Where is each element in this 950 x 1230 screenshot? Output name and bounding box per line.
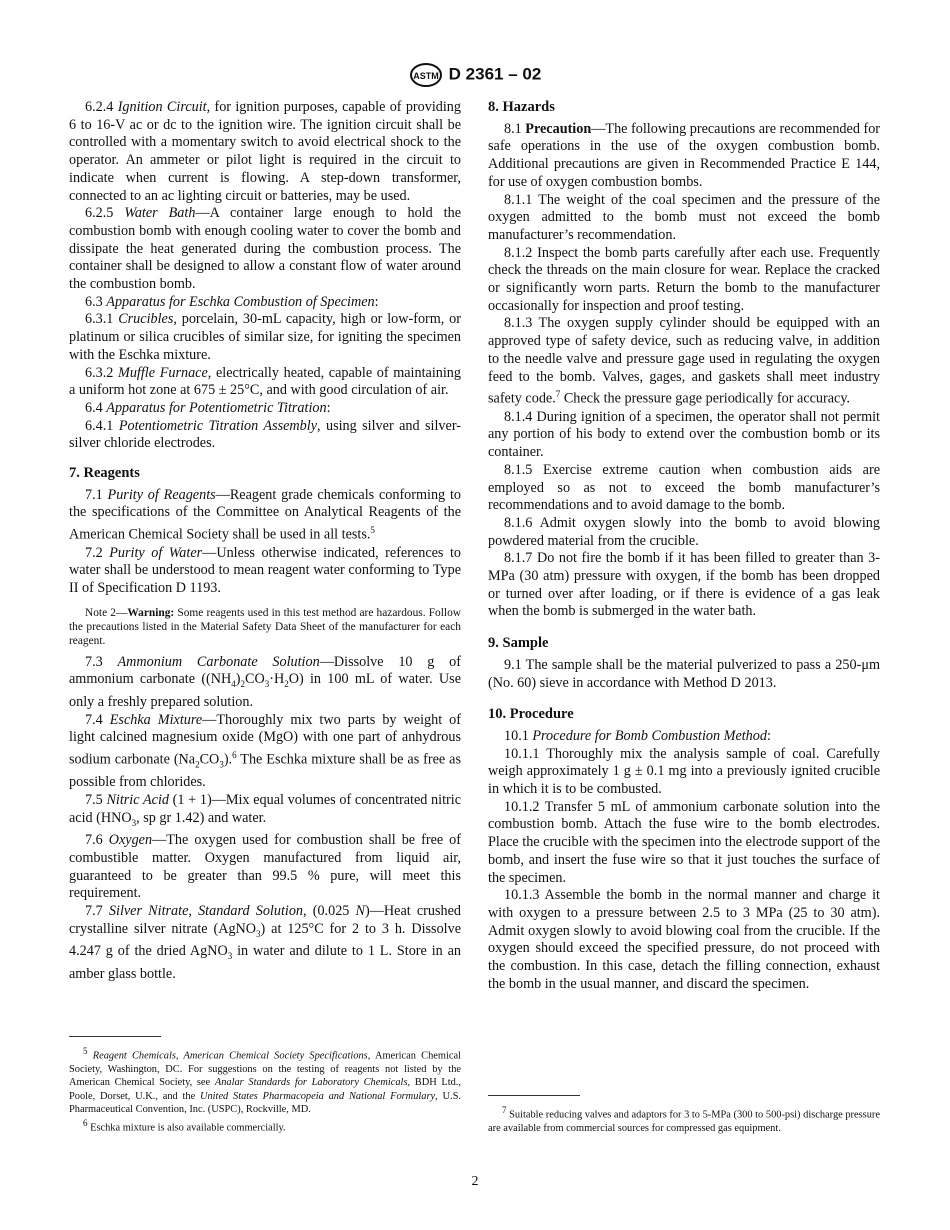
page-number: 2 bbox=[471, 1174, 479, 1189]
paragraph-9-1: 9.1 The sample shall be the material pulverized to pass a 250-μm (No. 60) sieve in accordance with Method D 2013. bbox=[488, 656, 880, 691]
paragraph-7-6: 7.6 Oxygen—The oxygen used for combustion shall be free of combustible matter. Oxygen manufactured from liquid air, guaranteed to be greater than 99.5 % pure, will meet this requirement. bbox=[69, 832, 461, 902]
paragraph-10-1-1: 10.1.1 Thoroughly mix the analysis sample of coal. Carefully weigh approximately 1 g ± 0.1 mg into a previously ignited crucible in which it is to be combusted. bbox=[488, 745, 880, 798]
paragraph-7-4: 7.4 Eschka Mixture—Thoroughly mix two parts by weight of light calcined magnesium oxide (MgO) with one part of anhydrous sodium carbonate $(Na_2CO_3).^6$ The Eschka mixture shall be as free as possible from chlorides. bbox=[69, 711, 461, 791]
note-2: Note 2—Warning: Some reagents used in this test method are hazardous. Follow the precautions listed in the Material Safety Data Sheet of the manufacturer for each reagent. bbox=[69, 606, 462, 647]
section-7-heading: 7. Reagents bbox=[69, 465, 140, 482]
paragraph-6-4-1: 6.4.1 Potentiometric Titration Assembly, using silver and silver-silver chloride electrodes. bbox=[69, 417, 461, 452]
paragraph-7-7: 7.7 Silver Nitrate, Standard Solution, (0.025 N)—Heat crushed crystalline silver nitrate (AgNO$_3$) at 125°C for 2 to 3 h. Dissolve 4.247 g of the dried AgNO$_3$ in water and dilute to 1 L. Store in an amber glass bottle. bbox=[69, 903, 462, 982]
paragraph-8-1-7: 8.1.7 Do not fire the bomb if it has been filled to greater than 3-MPa (30 atm) pressure with oxygen, if the bomb has been dropped or turned over after loading, or if there is evidence of a gas leak when the bomb is submerged in the water bath. bbox=[488, 550, 880, 620]
paragraph-8-1-1: 8.1.1 The weight of the coal specimen and the pressure of the oxygen admitted to the bomb must not exceed the bomb manufacturer’s recommendation. bbox=[488, 191, 880, 243]
paragraph-6-2-5: 6.2.5 Water Bath—A container large enough to hold the combustion bomb with enough cooling water to cover the bomb and dissipate the heat generated during the combustion process. The container shall be designed to allow a constant flow of water around the combustion bomb. bbox=[69, 205, 462, 293]
paragraph-6-3: 6.3 Apparatus for Eschka Combustion of Specimen: bbox=[85, 293, 379, 310]
section-10-heading: 10. Procedure bbox=[488, 706, 574, 723]
footnote-6: $^6$ Eschka mixture is also available commercially. bbox=[83, 1117, 286, 1133]
document-designation: D 2361 – 02 bbox=[448, 64, 542, 84]
paragraph-10-1: 10.1 Procedure for Bomb Combustion Method: bbox=[504, 727, 771, 744]
paragraph-7-3: 7.3 Ammonium Carbonate Solution—Dissolve 10 g of ammonium carbonate $((NH_4)_2CO_3\cdot H_2O)$ in 100 mL of water. Use only a freshly prepared solution. bbox=[69, 653, 461, 710]
left-column bbox=[69, 99, 461, 984]
paragraph-6-3-2: 6.3.2 Muffle Furnace, electrically heated, capable of maintaining a uniform hot zone at 675 ± 25°C, and with good circulation of air. bbox=[69, 364, 461, 399]
paragraph-6-2-4: 6.2.4 Ignition Circuit, for ignition purposes, capable of providing 6 to 16-V ac or dc to the ignition wire. The ignition circuit shall be controlled with a momentary switch to avoid electrical shock to the operator. An ammeter or pilot light is required in the circuit to indicate when current is flowing. A step-down transformer, connected to an ac lighting circuit or batteries, may be used. bbox=[69, 99, 461, 204]
paragraph-8-1: 8.1 Precaution—The following precautions are recommended for safe operations in the use of the oxygen combustion bomb. Additional precautions are given in Recommended Practice E 144, for use of oxygen combustion bombs. bbox=[488, 120, 881, 190]
paragraph-8-1-3: 8.1.3 The oxygen supply cylinder should be equipped with an approved type of safety device, such as reducing valve, in addition to the needle valve and pressure gage used in regulating the oxygen feed to the bomb. Valves, gages, and gaskets shall meet industry safety code.$^7$ Check the pressure gage periodically for accuracy. bbox=[488, 315, 880, 407]
left-footnotes bbox=[69, 1036, 461, 1134]
section-8-heading: 8. Hazards bbox=[488, 99, 555, 115]
right-column bbox=[488, 99, 880, 993]
paragraph-8-1-5: 8.1.5 Exercise extreme caution when combustion aids are employed so as not to exceed the bomb manufacturer’s recommendations and to avoid damage to the bomb. bbox=[488, 461, 880, 514]
footnote-5: $^5$ Reagent Chemicals, American Chemical Society Specifications, American Chemical Society, Washington, DC. For suggestions on the testing of reagents not listed by the American Chemical Society, see Analar Standards for Laboratory Chemicals, BDH Ltd., Poole, Dorset, U.K., and the United States Pharmacopeia and National Formulary, U.S. Pharmaceutical Convention, Inc. (USPC), Rockville, MD. bbox=[69, 1046, 462, 1116]
paragraph-8-1-2: 8.1.2 Inspect the bomb parts carefully after each use. Frequently check the threads on the main closure for wear. Replace the cracked or significantly worn parts. Return the bomb to the manufacturer occasionally for inspection and proof testing. bbox=[488, 244, 880, 314]
paragraph-8-1-4: 8.1.4 During ignition of a specimen, the operator shall not permit any portion of his body to extend over the combustion bomb or its container. bbox=[488, 408, 880, 461]
paragraph-10-1-3: 10.1.3 Assemble the bomb in the normal manner and charge it with oxygen to a pressure between 2.5 to 3 MPa (25 to 30 atm). Admit oxygen slowly to avoid blowing coal from the crucible. If the oxygen should exceed the specified pressure, do not proceed with the combustion. In this case, detach the filling connection, exhaust the bomb in the usual manner, and discard the specimen. bbox=[488, 887, 880, 992]
paragraph-7-1: 7.1 Purity of Reagents—Reagent grade chemicals conforming to the specifications of the Committee on Analytical Reagents of the American Chemical Society shall be used in all tests.$^5$ bbox=[69, 486, 461, 543]
footnote-rule bbox=[69, 1036, 161, 1037]
paragraph-7-5: 7.5 Nitric Acid (1 + 1)—Mix equal volumes of concentrated nitric acid ($HNO_3$, sp gr 1.42) and water. bbox=[69, 792, 462, 828]
paragraph-7-2: 7.2 Purity of Water—Unless otherwise indicated, references to water shall be understood to mean reagent water conforming to Type II of Specification D 1193. bbox=[69, 544, 461, 597]
svg-text:ASTM: ASTM bbox=[412, 71, 439, 81]
footnote-rule bbox=[488, 1095, 580, 1096]
footnote-7: $^7$ Suitable reducing valves and adaptors for 3 to 5-MPa (300 to 500-psi) discharge pressure are available from commercial sources for compressed gas equipment. bbox=[488, 1105, 880, 1134]
paragraph-6-4: 6.4 Apparatus for Potentiometric Titration: bbox=[85, 399, 331, 416]
right-footnotes bbox=[488, 1095, 880, 1135]
paragraph-10-1-2: 10.1.2 Transfer 5 mL of ammonium carbonate solution into the combustion bomb. Attach the fuse wire to the bomb electrodes. Place the crucible with the specimen into the electrode support of the bomb, and insert the fuse wire so that it just touches the surface of the specimen. bbox=[488, 798, 880, 886]
paragraph-6-3-1: 6.3.1 Crucibles, porcelain, 30-mL capacity, high or low-form, or platinum or silica crucibles of similar size, for igniting the specimen with the Eschka mixture. bbox=[69, 311, 461, 363]
page-header bbox=[0, 62, 950, 88]
section-9-heading: 9. Sample bbox=[488, 635, 549, 652]
astm-logo-icon bbox=[409, 62, 443, 88]
paragraph-8-1-6: 8.1.6 Admit oxygen slowly into the bomb to avoid blowing powdered material from the crucible. bbox=[488, 514, 880, 549]
